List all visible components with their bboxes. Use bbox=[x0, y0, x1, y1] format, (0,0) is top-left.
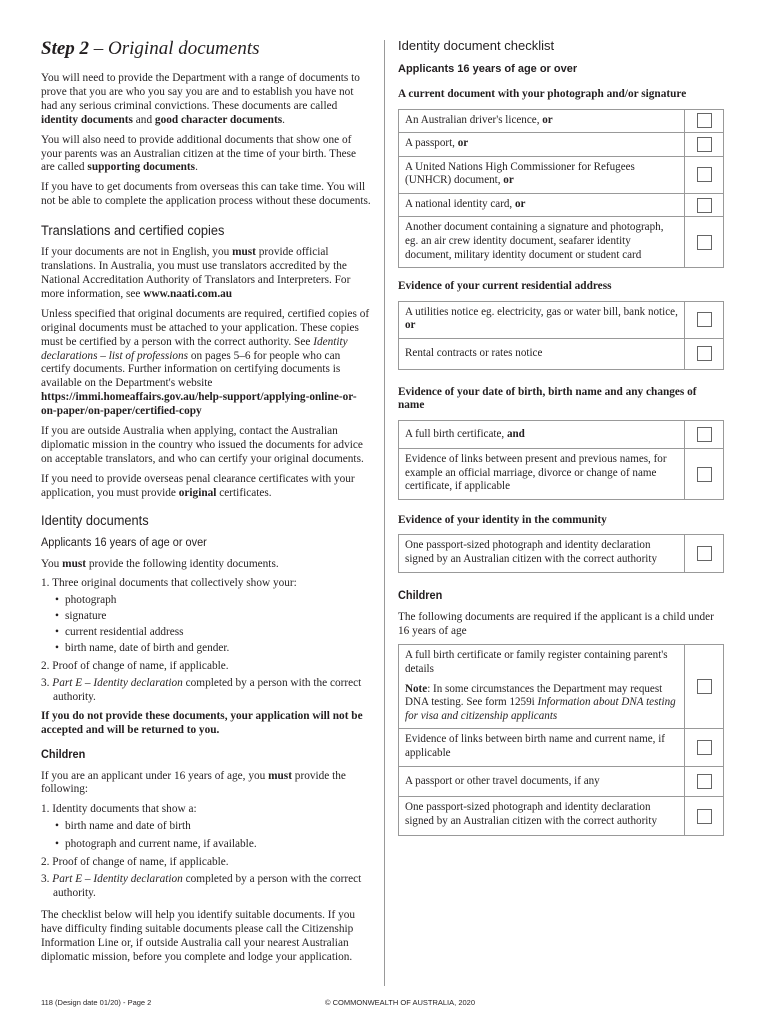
list-item: 2. Proof of change of name, if applicable. bbox=[41, 660, 229, 672]
footer-page-info: 118 (Design date 01/20) - Page 2 bbox=[41, 998, 152, 1007]
section-community-heading: Evidence of your identity in the community bbox=[398, 513, 607, 526]
checklist-row: A utilities notice eg. electricity, gas or water bill, bank notice, or bbox=[399, 301, 724, 338]
checklist-table-children bbox=[398, 644, 724, 836]
checklist-table-birth bbox=[398, 420, 724, 500]
certified-copy-link[interactable]: https://immi.homeaffairs.gov.au/help-support/applying-online-or-on-paper/on-paper/certified-copy bbox=[41, 391, 357, 418]
naati-link[interactable]: www.naati.com.au bbox=[143, 287, 233, 300]
list-item: 3. Part E – Identity declaration completed by a person with the correct authority. bbox=[41, 676, 362, 703]
checkbox[interactable] bbox=[697, 346, 712, 361]
checklist-table-address bbox=[398, 301, 724, 370]
list-item: 3. Part E – Identity declaration completed by a person with the correct authority. bbox=[41, 872, 362, 899]
section-address-heading: Evidence of your current residential address bbox=[398, 280, 612, 293]
identity-warning: If you do not provide these documents, your application will not be accepted and will be returned to you. bbox=[41, 709, 363, 736]
intro-paragraph-2: You will also need to provide additional documents that show one of your parents was an Australian citizen at the time of your birth. These are called supporting documents. bbox=[41, 133, 357, 174]
translations-paragraph-2: Unless specified that original documents are required, certified copies of original documents must be attached to your application. These copies must be certified by a person with the correct authority. See Identity declarations – list of professions on pages 5–6 for people who can certify documents. Further information on certifying documents is available on the Department's website https://immi.homeaffairs.gov.au/help-support/applying-online-or-on-paper/on-paper/certified-copy bbox=[41, 307, 370, 418]
checklist-row: An Australian driver's licence, or bbox=[399, 109, 724, 133]
checkbox[interactable] bbox=[697, 740, 712, 755]
list-bullet: • photograph and current name, if available. bbox=[41, 838, 371, 852]
footer-copyright: © COMMONWEALTH OF AUSTRALIA, 2020 bbox=[325, 998, 475, 1007]
list-item: 1. Three original documents that collectively show your: bbox=[41, 577, 297, 590]
checklist-row: A passport, or bbox=[399, 133, 724, 157]
checkbox[interactable] bbox=[697, 167, 712, 182]
list-item: 2. Proof of change of name, if applicable. bbox=[41, 856, 229, 869]
checkbox[interactable] bbox=[697, 113, 712, 128]
list-bullet: • signature bbox=[41, 610, 371, 624]
children-heading: Children bbox=[41, 748, 86, 761]
identity-documents-heading: Identity documents bbox=[41, 512, 149, 528]
identity-list bbox=[41, 577, 371, 704]
checklist-row: A United Nations High Commissioner for Refugees (UNHCR) document, or bbox=[399, 156, 724, 193]
checkbox[interactable] bbox=[697, 467, 712, 482]
checkbox[interactable] bbox=[697, 809, 712, 824]
list-bullet: • birth name, date of birth and gender. bbox=[41, 642, 371, 656]
translations-paragraph-1: If your documents are not in English, you must provide official translations. In Australia, you must use translators accredited by the National Accreditation Authority of Translators and Interpreters. For more information, see www.naati.com.au bbox=[41, 246, 351, 300]
checklist-table-photo bbox=[398, 109, 724, 269]
section-birth-heading: Evidence of your date of birth, birth name and any changes of name bbox=[398, 385, 697, 412]
translations-paragraph-4: If you need to provide overseas penal clearance certificates with your application, you must provide original certificates. bbox=[41, 472, 355, 499]
children-list bbox=[41, 803, 371, 900]
checklist-row: A full birth certificate or family register containing parent's details Note: In some circumstances the Department may request DNA testing. See form 1259i Information about DNA testing for visa and citizenship applicants bbox=[399, 645, 724, 729]
checkbox[interactable] bbox=[697, 546, 712, 561]
checklist-row: A national identity card, or bbox=[399, 193, 724, 217]
list-bullet: • current residential address bbox=[41, 626, 371, 640]
checkbox[interactable] bbox=[697, 198, 712, 213]
step-heading: Step 2 – Original documents bbox=[41, 38, 260, 59]
translations-paragraph-3: If you are outside Australia when applying, contact the Australian diplomatic mission in the country who issued the documents for advice on acceptable translators, and who can certify your original documents. bbox=[41, 425, 364, 465]
checklist-row: Another document containing a signature and photograph, eg. an air crew identity document, seafarer identity document, military identity document or student card bbox=[399, 217, 724, 268]
checklist-row: A passport or other travel documents, if any bbox=[399, 766, 724, 797]
list-bullet: • photograph bbox=[41, 594, 371, 608]
checkbox[interactable] bbox=[697, 312, 712, 327]
identity-paragraph: You must provide the following identity documents. bbox=[41, 557, 279, 570]
checklist-table-community bbox=[398, 534, 724, 572]
closing-paragraph: The checklist below will help you identify suitable documents. If you have difficulty finding suitable documents please call the Citizenship Information Line or, if outside Australia call your nearest Australian diplomatic mission, before you complete and lodge your application. bbox=[41, 908, 356, 963]
checklist-row: A full birth certificate, and bbox=[399, 420, 724, 449]
checklist-children-intro: The following documents are required if the applicant is a child under 16 years of age bbox=[398, 610, 714, 637]
list-item: 1. Identity documents that show a: bbox=[41, 803, 197, 816]
column-divider bbox=[384, 40, 385, 986]
checklist-row: Rental contracts or rates notice bbox=[399, 338, 724, 369]
checklist-subtitle: Applicants 16 years of age or over bbox=[398, 63, 578, 75]
right-column bbox=[398, 38, 724, 836]
checklist-row: One passport-sized photograph and identity declaration signed by an Australian citizen with the correct authority bbox=[399, 535, 724, 572]
checklist-row: Evidence of links between birth name and current name, if applicable bbox=[399, 729, 724, 766]
translations-heading: Translations and certified copies bbox=[41, 223, 225, 239]
checklist-row: Evidence of links between present and previous names, for example an official marriage, divorce or change of name certificate, if applicable bbox=[399, 449, 724, 500]
checkbox[interactable] bbox=[697, 774, 712, 789]
checklist-row: One passport-sized photograph and identity declaration signed by an Australian citizen with the correct authority bbox=[399, 797, 724, 836]
intro-paragraph-3: If you have to get documents from overseas this can take time. You will not be able to complete the application process without these documents. bbox=[41, 181, 371, 208]
children-paragraph: If you are an applicant under 16 years of age, you must provide the following: bbox=[41, 769, 346, 796]
checkbox[interactable] bbox=[697, 679, 712, 694]
intro-paragraph-1: You will need to provide the Department with a range of documents to prove that you are who you say you are and to establish you have not had any serious criminal convictions. These documents are called identity documents and good character documents. bbox=[41, 72, 360, 126]
section-photo-signature-heading: A current document with your photograph and/or signature bbox=[398, 88, 687, 100]
checklist-children-heading: Children bbox=[398, 589, 443, 602]
checkbox[interactable] bbox=[697, 137, 712, 152]
checklist-title: Identity document checklist bbox=[398, 38, 555, 53]
identity-subheading: Applicants 16 years of age or over bbox=[41, 536, 207, 549]
checkbox[interactable] bbox=[697, 427, 712, 442]
left-column bbox=[41, 38, 371, 970]
checkbox[interactable] bbox=[697, 235, 712, 250]
list-bullet: • birth name and date of birth bbox=[41, 820, 371, 834]
